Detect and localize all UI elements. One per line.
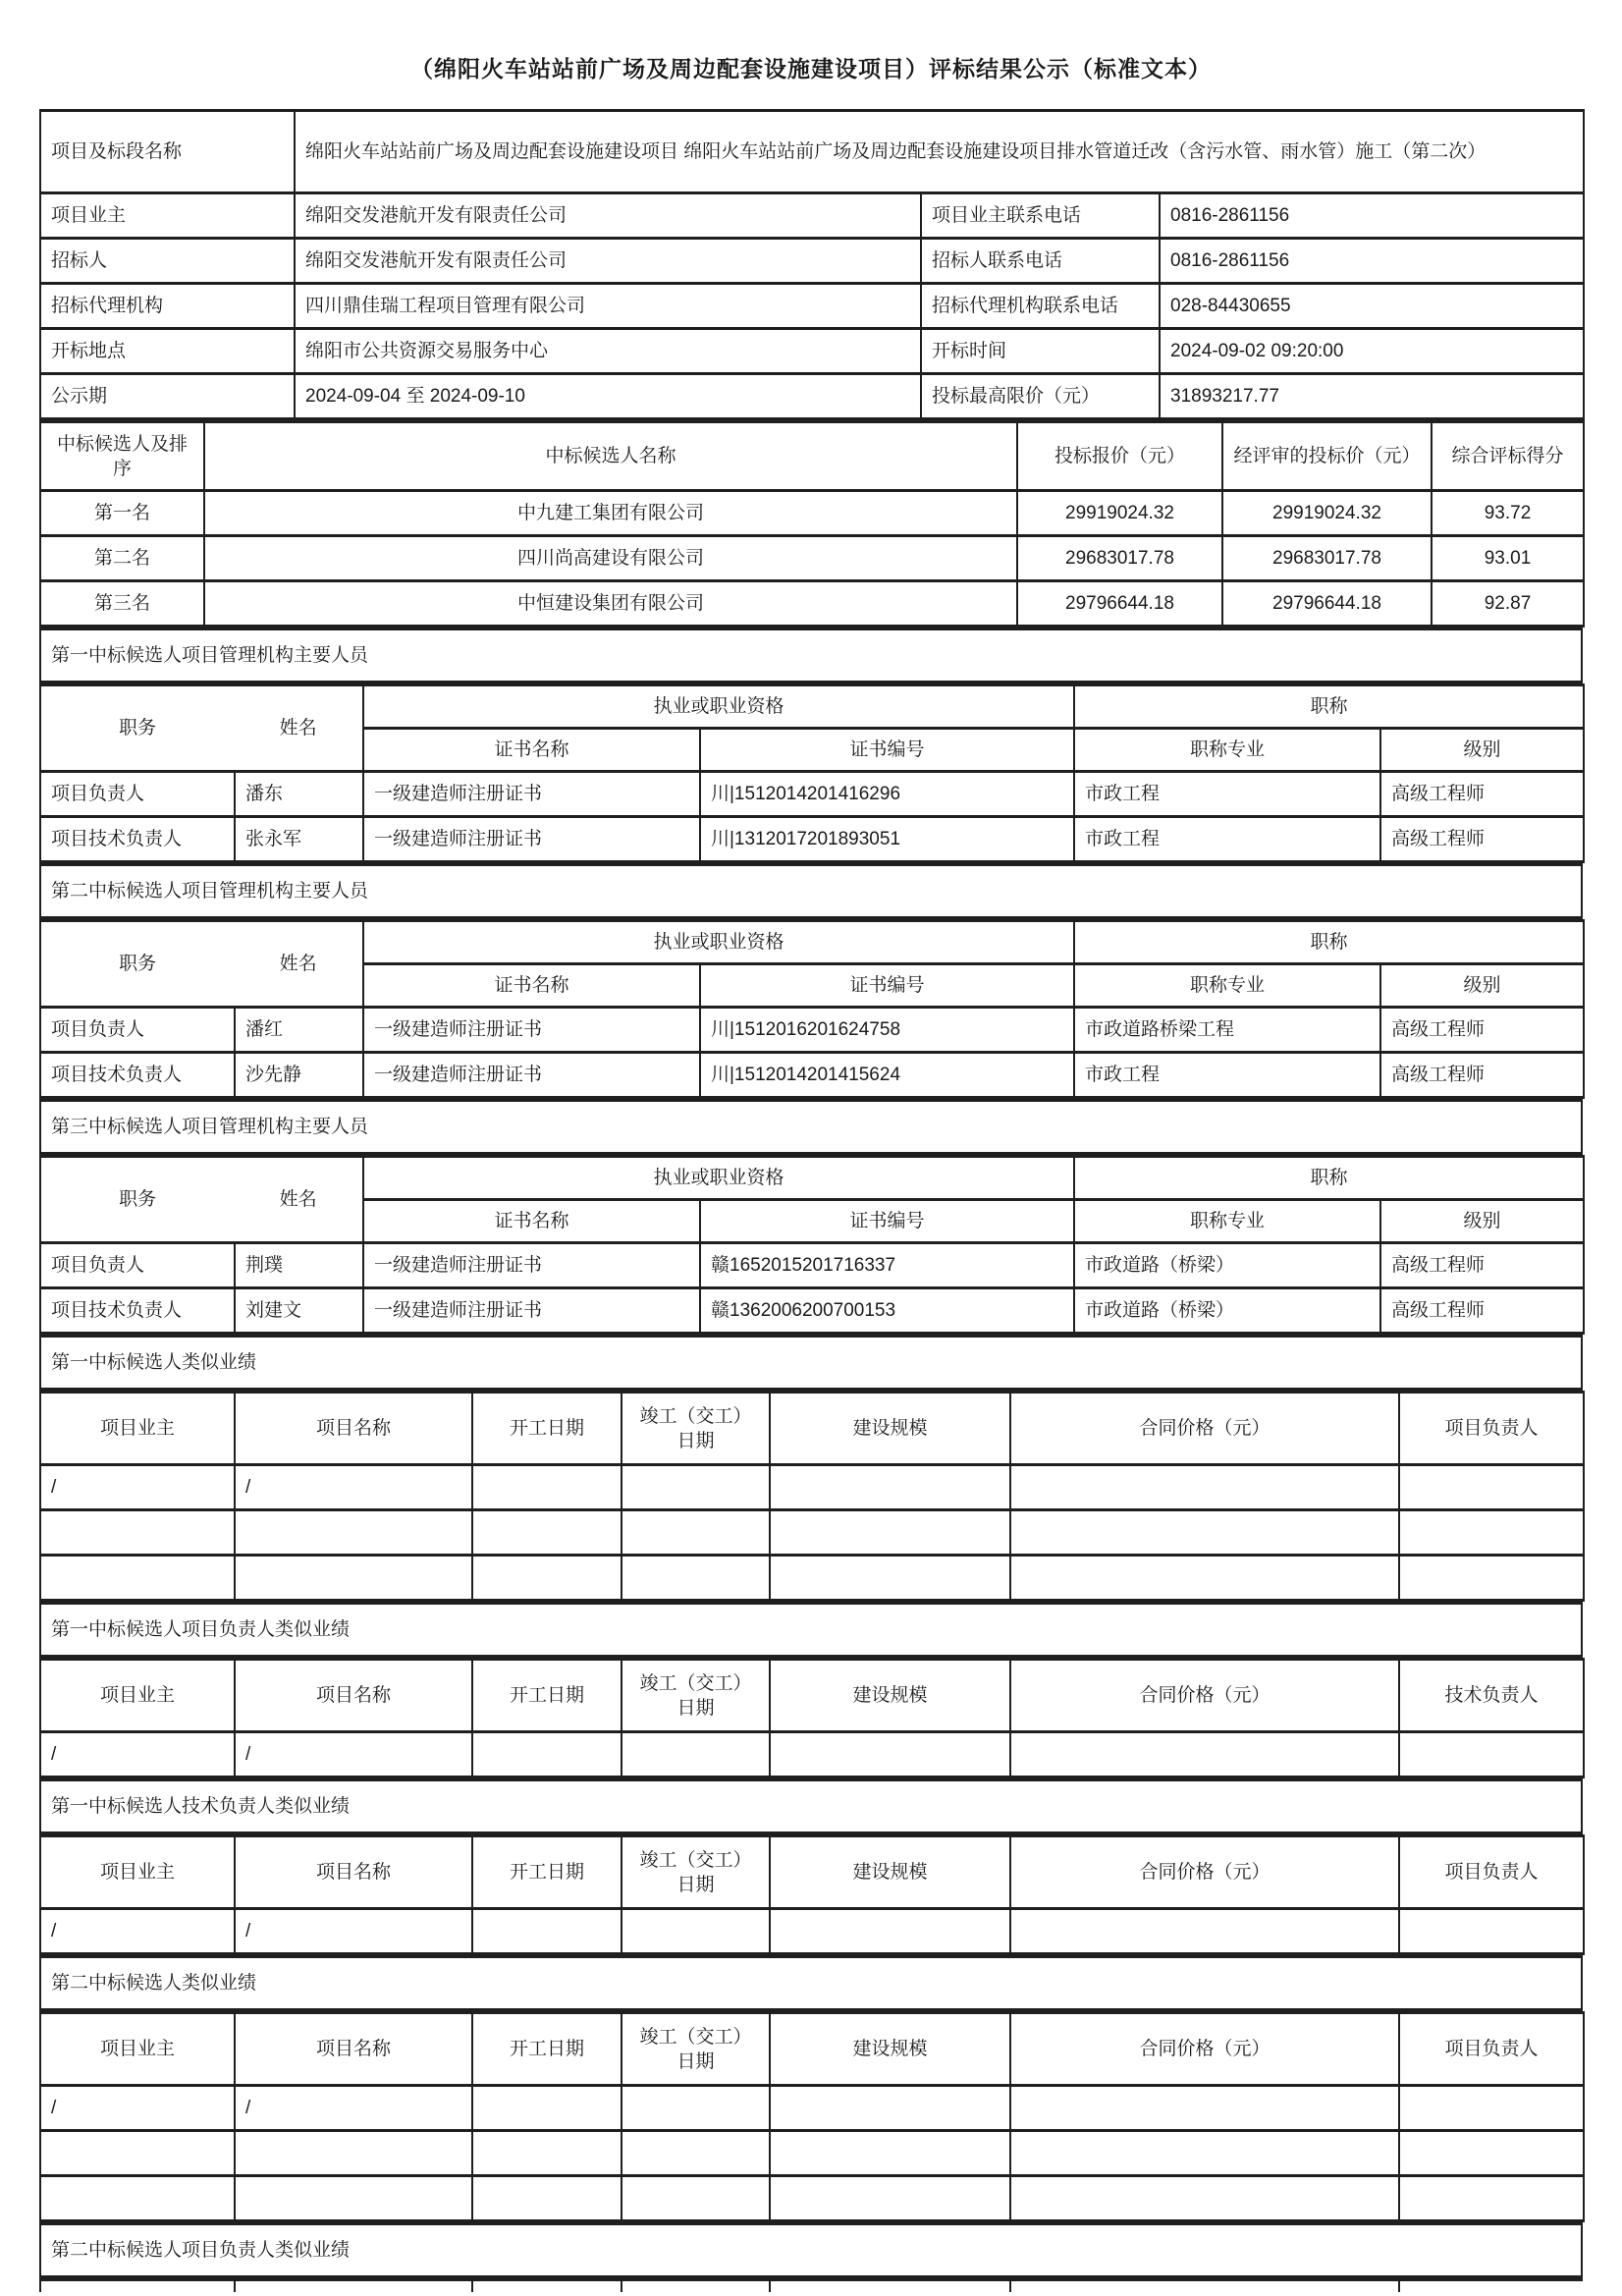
table-cell: 第二名 [40, 536, 204, 581]
table-cell [622, 1556, 770, 1601]
table-cell [770, 1556, 1010, 1601]
page-title: （绵阳火车站站前广场及周边配套设施建设项目）评标结果公示（标准文本） [410, 56, 1212, 82]
table-cell [622, 1909, 770, 1954]
table-row [40, 536, 1584, 581]
open-place-value: 绵阳市公共资源交易服务中心 [295, 329, 921, 374]
table-cell: / [40, 2086, 235, 2131]
table-header-row [40, 1836, 1584, 1909]
tenderer-phone-value: 0816-2861156 [1160, 239, 1584, 284]
col-title-level: 级别 [1380, 729, 1584, 772]
col-title-group: 职称 [1074, 685, 1584, 729]
table-cell [1010, 1465, 1399, 1510]
table-row [40, 193, 1584, 239]
table-cell [40, 1556, 235, 1601]
table-cell [235, 1510, 472, 1556]
col-start-date: 开工日期 [472, 1836, 622, 1909]
table-cell: 29919024.32 [1222, 491, 1432, 536]
table-cell [1399, 1556, 1584, 1601]
table-cell [1399, 2086, 1584, 2131]
col-project-owner: 项目业主 [40, 2013, 235, 2086]
table-cell [472, 1732, 622, 1777]
first-candidate-pm-performance-table [39, 1658, 1585, 1778]
table-row [40, 817, 1584, 862]
table-header-row [40, 921, 1584, 964]
section-title-first-pm-performance [39, 1602, 1583, 1658]
table-row [40, 239, 1584, 284]
table-cell: / [235, 1465, 472, 1510]
table-cell: 潘东 [235, 772, 363, 817]
table-row [40, 2176, 1584, 2221]
col-rank: 中标候选人及排序 [40, 422, 204, 491]
table-cell: 高级工程师 [1380, 772, 1584, 817]
table-row [40, 284, 1584, 329]
table-cell: 29796644.18 [1222, 581, 1432, 627]
col-role: 职务 [119, 954, 157, 974]
col-cert-name: 证书名称 [363, 729, 700, 772]
table-row: 第一中标候选人项目管理机构主要人员 [40, 629, 1582, 683]
col-responsible-person: 项目负责人 [1399, 2013, 1584, 2086]
agency-phone-value: 028-84430655 [1160, 284, 1584, 329]
owner-value: 绵阳交发港航开发有限责任公司 [295, 193, 921, 239]
col-completion-date: 竣工（交工）日期 [622, 1660, 770, 1732]
col-qualification-group: 执业或职业资格 [363, 685, 1074, 729]
table-cell: 潘红 [235, 1008, 363, 1053]
table-cell [770, 1465, 1010, 1510]
table-cell [235, 1556, 472, 1601]
table-header-row [40, 685, 1584, 729]
table-header-row [40, 1157, 1584, 1200]
table-cell: 川|1512014201416296 [700, 772, 1074, 817]
project-name-value: 绵阳火车站站前广场及周边配套设施建设项目 绵阳火车站站前广场及周边配套设施建设项目排水管道迁改（含污水管、雨水管）施工（第二次） [295, 111, 1584, 193]
table-cell: / [40, 1732, 235, 1777]
table-cell: 29796644.18 [1017, 581, 1222, 627]
section-title-first-personnel [39, 628, 1583, 683]
table-cell: 一级建造师注册证书 [363, 772, 700, 817]
table-row [40, 1732, 1584, 1777]
first-candidate-performance-table [39, 1391, 1585, 1602]
publicity-period-label: 公示期 [40, 374, 295, 419]
table-cell [235, 2131, 472, 2176]
table-cell [770, 2131, 1010, 2176]
section-title-second-performance [39, 1955, 1583, 2011]
col-start-date: 开工日期 [472, 1660, 622, 1732]
table-cell: 93.72 [1432, 491, 1584, 536]
table-cell [472, 2131, 622, 2176]
truncated-performance-table [39, 2278, 1583, 2292]
table-cell: 川|1512014201415624 [700, 1053, 1074, 1098]
section-title-second-pm-performance [39, 2222, 1583, 2278]
col-cert-name: 证书名称 [363, 1200, 700, 1243]
third-candidate-personnel-table [39, 1155, 1585, 1335]
table-cell: 赣1362006200700153 [700, 1288, 1074, 1334]
table-cell: 项目负责人 [40, 772, 235, 817]
table-row: 第一中标候选人类似业绩 [40, 1337, 1582, 1390]
table-row [40, 1909, 1584, 1954]
table-row [40, 1288, 1584, 1334]
project-name-label: 项目及标段名称 [40, 111, 295, 193]
table-cell [1399, 2176, 1584, 2221]
table-cell [770, 2086, 1010, 2131]
table-row [40, 1053, 1584, 1098]
table-cell [235, 2176, 472, 2221]
table-cell: 第一名 [40, 491, 204, 536]
col-completion-date: 竣工（交工）日期 [622, 1393, 770, 1465]
table-cell: 刘建文 [235, 1288, 363, 1334]
table-cell [622, 2131, 770, 2176]
section-title-first-performance [39, 1335, 1583, 1391]
table-cell [472, 1465, 622, 1510]
table-cell: 市政工程 [1074, 1053, 1380, 1098]
publicity-period-value: 2024-09-04 至 2024-09-10 [295, 374, 921, 419]
table-cell: 沙先静 [235, 1053, 363, 1098]
table-row: 第二中标候选人项目管理机构主要人员 [40, 865, 1582, 918]
max-price-value: 31893217.77 [1160, 374, 1584, 419]
table-header-row [40, 2013, 1584, 2086]
col-cert-no: 证书编号 [700, 964, 1074, 1008]
agency-phone-label: 招标代理机构联系电话 [921, 284, 1160, 329]
col-scale: 建设规模 [770, 1836, 1010, 1909]
col-contract-price: 合同价格（元） [1010, 2013, 1399, 2086]
table-row: 第二中标候选人项目负责人类似业绩 [40, 2224, 1582, 2277]
first-candidate-personnel-table [39, 683, 1585, 863]
col-responsible-person: 项目负责人 [1399, 1836, 1584, 1909]
col-role-name [40, 685, 363, 772]
col-cert-no: 证书编号 [700, 1200, 1074, 1243]
table-header-row [40, 2280, 1583, 2293]
table-cell [622, 1510, 770, 1556]
table-cell: 高级工程师 [1380, 1243, 1584, 1288]
table-cell: 市政道路（桥梁） [1074, 1288, 1380, 1334]
table-cell: 第三名 [40, 581, 204, 627]
table-row: 第一中标候选人项目负责人类似业绩 [40, 1604, 1582, 1657]
table-cell [770, 1510, 1010, 1556]
table-cell: / [235, 1732, 472, 1777]
second-candidate-performance-table [39, 2011, 1585, 2222]
col-qualification-group: 执业或职业资格 [363, 921, 1074, 964]
table-cell [1010, 2131, 1399, 2176]
col-scale: 建设规模 [770, 1393, 1010, 1465]
col-completion-date: 竣工（交工）日期 [622, 1836, 770, 1909]
table-row [40, 1008, 1584, 1053]
table-header-row [40, 422, 1584, 491]
col-scale: 建设规模 [770, 1660, 1010, 1732]
table-row [40, 1556, 1584, 1601]
col-title-group: 职称 [1074, 921, 1584, 964]
table-cell [40, 2131, 235, 2176]
col-evaluated-price: 经评审的投标价（元） [1222, 422, 1432, 491]
table-cell: / [40, 1909, 235, 1954]
col-project-name: 项目名称 [235, 1660, 472, 1732]
max-price-label: 投标最高限价（元） [921, 374, 1160, 419]
col-cert-name: 证书名称 [363, 964, 700, 1008]
col-project-owner: 项目业主 [40, 1393, 235, 1465]
owner-phone-label: 项目业主联系电话 [921, 193, 1160, 239]
table-cell [472, 1556, 622, 1601]
table-cell [40, 2176, 235, 2221]
col-title-major: 职称专业 [1074, 1200, 1380, 1243]
table-cell: 一级建造师注册证书 [363, 817, 700, 862]
table-cell [622, 1465, 770, 1510]
table-cell: 市政道路（桥梁） [1074, 1243, 1380, 1288]
col-contract-price: 合同价格（元） [1010, 1836, 1399, 1909]
table-cell [1399, 1465, 1584, 1510]
col-responsible-person: 项目负责人 [1399, 1393, 1584, 1465]
table-cell: / [40, 1465, 235, 1510]
section-title-second-personnel [39, 863, 1583, 919]
col-name: 姓名 [279, 954, 317, 974]
table-cell: / [235, 1909, 472, 1954]
col-project-name: 项目名称 [235, 2013, 472, 2086]
table-cell [622, 1732, 770, 1777]
col-contract-price: 合同价格（元） [1010, 1393, 1399, 1465]
table-cell [1399, 1732, 1584, 1777]
table-row: 第一中标候选人技术负责人类似业绩 [40, 1780, 1582, 1833]
col-role: 职务 [119, 718, 157, 738]
table-cell: 一级建造师注册证书 [363, 1008, 700, 1053]
table-cell [472, 2176, 622, 2221]
col-qualification-group: 执业或职业资格 [363, 1157, 1074, 1200]
table-cell: 荆璞 [235, 1243, 363, 1288]
section-title-third-personnel [39, 1099, 1583, 1155]
table-cell: 项目技术负责人 [40, 817, 235, 862]
table-row: 第二中标候选人类似业绩 [40, 1957, 1582, 2010]
tenderer-label: 招标人 [40, 239, 295, 284]
table-cell [770, 1732, 1010, 1777]
table-cell: 市政工程 [1074, 772, 1380, 817]
table-cell [1399, 1510, 1584, 1556]
table-cell [1010, 2086, 1399, 2131]
truncated-table-sliver [39, 2278, 1583, 2292]
col-project-owner: 项目业主 [40, 1660, 235, 1732]
table-row [40, 1465, 1584, 1510]
table-header-row [40, 1660, 1584, 1732]
table-row [40, 491, 1584, 536]
second-candidate-personnel-table [39, 919, 1585, 1099]
open-time-value: 2024-09-02 09:20:00 [1160, 329, 1584, 374]
table-row: 第三中标候选人项目管理机构主要人员 [40, 1101, 1582, 1154]
agency-label: 招标代理机构 [40, 284, 295, 329]
table-cell: 赣1652015201716337 [700, 1243, 1074, 1288]
section-title-first-tech-performance [39, 1778, 1583, 1834]
table-cell: 中九建工集团有限公司 [204, 491, 1017, 536]
open-place-label: 开标地点 [40, 329, 295, 374]
col-candidate-name: 中标候选人名称 [204, 422, 1017, 491]
table-cell: 93.01 [1432, 536, 1584, 581]
col-scale: 建设规模 [770, 2013, 1010, 2086]
table-cell [1010, 1510, 1399, 1556]
col-role-name [40, 1157, 363, 1243]
table-cell: 一级建造师注册证书 [363, 1053, 700, 1098]
table-cell: 川|1512016201624758 [700, 1008, 1074, 1053]
table-cell: 市政道路桥梁工程 [1074, 1008, 1380, 1053]
tenderer-value: 绵阳交发港航开发有限责任公司 [295, 239, 921, 284]
table-cell: 川|1312017201893051 [700, 817, 1074, 862]
table-row [40, 2086, 1584, 2131]
table-cell: / [235, 2086, 472, 2131]
col-name: 姓名 [279, 718, 317, 738]
table-cell [40, 1510, 235, 1556]
table-row [40, 2131, 1584, 2176]
table-header-row [40, 1393, 1584, 1465]
col-project-name: 项目名称 [235, 1836, 472, 1909]
table-cell [770, 1909, 1010, 1954]
table-row [40, 111, 1584, 193]
table-cell: 高级工程师 [1380, 1288, 1584, 1334]
table-row [40, 1243, 1584, 1288]
owner-label: 项目业主 [40, 193, 295, 239]
col-name: 姓名 [279, 1189, 317, 1210]
col-contract-price: 合同价格（元） [1010, 1660, 1399, 1732]
table-cell [1010, 1732, 1399, 1777]
table-cell: 高级工程师 [1380, 1053, 1584, 1098]
col-score: 综合评标得分 [1432, 422, 1584, 491]
table-row [40, 374, 1584, 419]
table-row [40, 329, 1584, 374]
table-cell [472, 1909, 622, 1954]
table-cell [1399, 1909, 1584, 1954]
open-time-label: 开标时间 [921, 329, 1160, 374]
table-cell [1010, 2176, 1399, 2221]
col-completion-date: 竣工（交工）日期 [622, 2013, 770, 2086]
project-info-table [39, 109, 1585, 420]
table-cell [1399, 2131, 1584, 2176]
col-title-major: 职称专业 [1074, 729, 1380, 772]
col-bid-price: 投标报价（元） [1017, 422, 1222, 491]
table-cell [472, 2086, 622, 2131]
table-cell: 中恒建设集团有限公司 [204, 581, 1017, 627]
col-title-major: 职称专业 [1074, 964, 1380, 1008]
col-responsible-person: 技术负责人 [1399, 1660, 1584, 1732]
table-cell: 项目负责人 [40, 1008, 235, 1053]
first-candidate-tech-performance-table [39, 1834, 1585, 1955]
table-cell: 张永军 [235, 817, 363, 862]
table-cell: 29683017.78 [1017, 536, 1222, 581]
table-row [40, 581, 1584, 627]
col-start-date: 开工日期 [472, 1393, 622, 1465]
table-cell: 高级工程师 [1380, 817, 1584, 862]
table-row [40, 1510, 1584, 1556]
table-row [40, 772, 1584, 817]
col-title-group: 职称 [1074, 1157, 1584, 1200]
col-project-owner: 项目业主 [40, 1836, 235, 1909]
col-project-name: 项目名称 [235, 1393, 472, 1465]
agency-value: 四川鼎佳瑞工程项目管理有限公司 [295, 284, 921, 329]
table-cell [472, 1510, 622, 1556]
table-cell [1010, 1909, 1399, 1954]
candidates-table [39, 420, 1585, 628]
table-cell: 高级工程师 [1380, 1008, 1584, 1053]
table-cell [622, 2176, 770, 2221]
col-role: 职务 [119, 1189, 157, 1210]
col-role-name [40, 921, 363, 1008]
table-cell: 项目技术负责人 [40, 1053, 235, 1098]
table-cell [770, 2176, 1010, 2221]
col-title-level: 级别 [1380, 964, 1584, 1008]
col-cert-no: 证书编号 [700, 729, 1074, 772]
table-cell [622, 2086, 770, 2131]
table-cell: 四川尚高建设有限公司 [204, 536, 1017, 581]
owner-phone-value: 0816-2861156 [1160, 193, 1584, 239]
col-title-level: 级别 [1380, 1200, 1584, 1243]
table-cell: 29919024.32 [1017, 491, 1222, 536]
table-cell [1010, 1556, 1399, 1601]
table-cell: 92.87 [1432, 581, 1584, 627]
col-start-date: 开工日期 [472, 2013, 622, 2086]
table-cell: 29683017.78 [1222, 536, 1432, 581]
table-cell: 项目负责人 [40, 1243, 235, 1288]
table-cell: 市政工程 [1074, 817, 1380, 862]
table-cell: 一级建造师注册证书 [363, 1288, 700, 1334]
table-cell: 项目技术负责人 [40, 1288, 235, 1334]
tenderer-phone-label: 招标人联系电话 [921, 239, 1160, 284]
table-cell: 一级建造师注册证书 [363, 1243, 700, 1288]
